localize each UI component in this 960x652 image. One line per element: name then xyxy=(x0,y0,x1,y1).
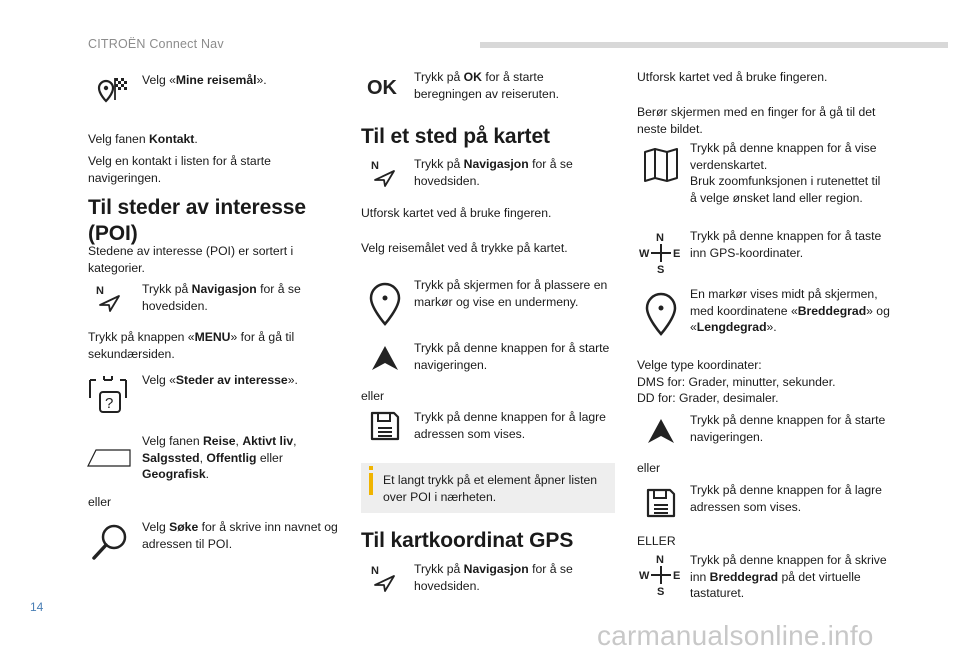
save-icon xyxy=(370,411,400,441)
poi-heading: Til steder av interesse (POI) xyxy=(88,196,306,245)
page-number: 14 xyxy=(30,600,44,614)
or-caps-text: ELLER xyxy=(637,534,676,548)
select-contact-tab-text: Velg fanen Kontakt. xyxy=(88,132,198,146)
touch-screen-text: Berør skjermen med en finger for å gå til det neste bildet. xyxy=(637,105,876,136)
press-navigation-text: Trykk på Navigasjon for å se hovedsiden. xyxy=(142,282,301,313)
or-text: eller xyxy=(88,495,112,509)
info-note-text: Et langt trykk på et element åpner listen over POI i nærheten. xyxy=(383,473,598,504)
svg-text:N: N xyxy=(371,565,379,577)
svg-text:E: E xyxy=(673,570,681,582)
svg-text:S: S xyxy=(657,586,665,597)
svg-text:N: N xyxy=(656,232,664,244)
world-map-text: Trykk på denne knappen for å vise verdenskartet. Bruk zoomfunksjonen i rutenettet til å velge ønsket land eller region. xyxy=(690,141,881,205)
save-address-text: Trykk på denne knappen for å lagre adressen som vises. xyxy=(414,410,606,441)
save-address-text-2: Trykk på denne knappen for å lagre adressen som vises. xyxy=(690,483,882,514)
start-navigation-text: Trykk på denne knappen for å starte navigeringen. xyxy=(414,341,610,372)
compass-coordinates-icon-2 xyxy=(639,553,683,597)
svg-text:N: N xyxy=(656,554,664,566)
save-icon-2 xyxy=(646,488,676,518)
navigation-icon-2 xyxy=(371,158,397,188)
compass-coordinates-icon xyxy=(639,231,683,275)
navigation-icon xyxy=(96,283,122,313)
press-navigation-text-3: Trykk på Navigasjon for å se hovedsiden. xyxy=(414,562,573,593)
svg-text:N: N xyxy=(96,285,104,297)
press-ok-text: Trykk på OK for å starte beregningen av reiseruten. xyxy=(414,70,559,101)
or-text-3: eller xyxy=(637,461,661,475)
select-destination-text: Velg reisemålet ved å trykke på kartet. xyxy=(361,241,568,255)
gps-coordinate-heading: Til kartkoordinat GPS xyxy=(361,529,574,552)
watermark-text: carmanualsonline.info xyxy=(597,620,874,651)
start-navigation-icon xyxy=(370,343,400,373)
svg-text:E: E xyxy=(673,248,681,260)
select-points-of-interest-text: Velg «Steder av interesse». xyxy=(142,373,298,387)
search-icon xyxy=(90,522,130,562)
svg-text:W: W xyxy=(639,570,650,582)
press-menu-text: Trykk på knappen «MENU» for å gå til sekundærsiden. xyxy=(88,330,295,361)
category-tab-icon xyxy=(86,448,132,470)
svg-text:OK: OK xyxy=(367,77,397,98)
world-map-icon xyxy=(643,147,679,183)
info-icon-dot xyxy=(369,466,373,470)
svg-text:W: W xyxy=(639,248,650,260)
map-marker-icon xyxy=(368,282,402,326)
document-header-title: CITROËN Connect Nav xyxy=(88,37,224,51)
info-icon-bar xyxy=(369,473,373,495)
explore-map-text-2: Utforsk kartet ved å bruke fingeren. xyxy=(637,70,828,84)
map-location-heading: Til et sted på kartet xyxy=(361,125,550,148)
svg-text:S: S xyxy=(657,264,665,275)
header-divider-bar xyxy=(480,42,948,48)
ok-icon xyxy=(367,74,403,98)
select-search-text: Velg Søke for å skrive inn navnet og adressen til POI. xyxy=(142,520,338,551)
navigation-icon-3 xyxy=(371,563,397,593)
coordinate-type-text: Velge type koordinater: DMS for: Grader, minutter, sekunder. DD for: Grader, desimaler. xyxy=(637,358,836,405)
explore-map-text: Utforsk kartet ved å bruke fingeren. xyxy=(361,206,552,220)
svg-text:N: N xyxy=(371,160,379,172)
start-navigation-icon-2 xyxy=(646,416,676,446)
map-marker-icon-2 xyxy=(644,292,678,336)
enter-latitude-text: Trykk på denne knappen for å skrive inn Breddegrad på det virtuelle tastaturet. xyxy=(690,553,887,600)
svg-text:?: ? xyxy=(105,395,114,412)
select-contact-list-text: Velg en kontakt i listen for å starte navigeringen. xyxy=(88,154,271,185)
enter-gps-coordinates-text: Trykk på denne knappen for å taste inn GPS-koordinater. xyxy=(690,229,882,260)
info-note-box xyxy=(361,463,615,513)
destination-flag-icon xyxy=(89,76,129,110)
select-my-destinations-text: Velg «Mine reisemål». xyxy=(142,73,267,87)
place-marker-text: Trykk på skjermen for å plassere en markør og vise en undermeny. xyxy=(414,278,608,309)
press-navigation-text-2: Trykk på Navigasjon for å se hovedsiden. xyxy=(414,157,573,188)
or-text-2: eller xyxy=(361,389,385,403)
poi-question-icon xyxy=(88,370,128,416)
poi-intro-text: Stedene av interesse (POI) er sortert i kategorier. xyxy=(88,244,294,275)
select-category-tab-text: Velg fanen Reise, Aktivt liv, Salgssted, Offentlig eller Geografisk. xyxy=(142,434,297,481)
marker-coordinates-text: En markør vises midt på skjermen, med koordinatene «Breddegrad» og «Lengdegrad». xyxy=(690,287,890,334)
start-navigation-text-2: Trykk på denne knappen for å starte navigeringen. xyxy=(690,413,886,444)
